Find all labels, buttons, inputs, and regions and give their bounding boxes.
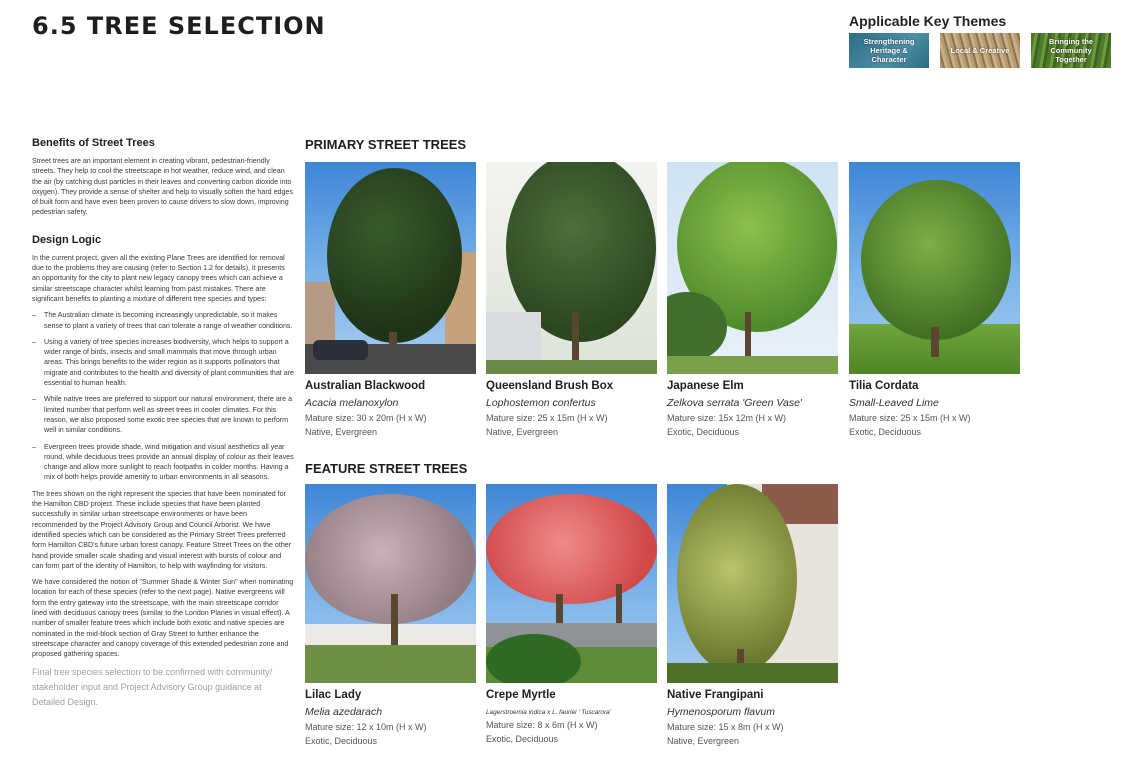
tree-card-lilac-lady [305,484,476,746]
tree-card-australian-blackwood [305,162,476,437]
lilac-lady-photo [305,484,476,683]
species-paragraph: The trees shown on the right represent the species that have been nominated for the Hamilton CBD project. These include species that have been planted successfully in similar urban streetscape environments or have been recommended by the Project Advisory Group and Council Arborist. We have identified species which can be considered as the Primary Street Trees preferred form Hamilton CBD's future urban forest canopy. Feature Street Trees on the other hand provide smaller scale shading and visual interest with bursts of colour and can form part of the identity of Hamilton, to help with wayfinding for visitors. [32,489,292,570]
primary-section-title: PRIMARY STREET TREES [305,137,467,152]
tree-type: Native, Evergreen [305,427,378,437]
tree-card-tilia-cordata [849,162,1020,437]
tree-mature-size: Mature size: 15 x 8m (H x W) [667,722,784,732]
page-title: 6.5 TREE SELECTION [32,12,326,40]
tree-card-crepe-myrtle [486,484,657,744]
tree-botanical-name: Acacia melanoxylon [305,397,399,409]
final-note: Final tree species selection to be confirmed with community/ stakeholder input and Project Advisory Group guidance at Detailed Design. [32,667,273,708]
tree-common-name: Japanese Elm [667,380,744,392]
theme-local-creative-badge: Local & Creative [940,33,1020,68]
tree-common-name: Tilia Cordata [849,380,919,392]
tree-botanical-name: Zelkova serrata 'Green Vase' [667,397,802,409]
tree-botanical-name: Hymenosporum flavum [667,706,775,718]
tree-common-name: Queensland Brush Box [486,380,614,392]
bullet-item: – The Australian climate is becoming increasingly unpredictable, so it makes sense to plant a variety of trees that can tolerate a range of weather conditions. [32,311,293,330]
tree-mature-size: Mature size: 25 x 15m (H x W) [849,413,971,423]
summer-shade-paragraph: We have considered the notion of "Summer Shade & Winter Sun" when nominating location for each of these species (refer to the next page). Native evergreens will form the entry gateway into the streetscape, with the main streetscape corridor lined with deciduous canopy trees (similar to the London Planes in visual effect). A number of smaller feature trees which include both exotic and native species are nominated in the mid-block section of Gray Street to further enhance the streetscape character and canopy coverage of this extended pedestrian zone and proposed gathering spaces. [32,578,294,659]
key-themes-title: Applicable Key Themes [849,13,1007,29]
tree-common-name: Australian Blackwood [305,380,426,392]
feature-section-title: FEATURE STREET TREES [305,461,468,476]
tree-type: Exotic, Deciduous [486,734,559,744]
key-themes-row [849,33,1119,68]
tree-type: Native, Evergreen [486,427,559,437]
queensland-brush-box-photo [486,162,657,374]
tree-type: Exotic, Deciduous [849,427,922,437]
tree-card-queensland-brush-box [486,162,657,437]
benefits-paragraph: Street trees are an important element in creating vibrant, pedestrian-friendly streets. They help to cool the streetscape in hot weather, reduce wind, and clean the air (by catching dust particles in their leaves and converting carbon dioxide into oxygen). They provide a sense of shelter and help to visually soften the hard edges of built form and have even been proven to cause drivers to slow down, improving pedestrian safety. [32,157,293,217]
tree-type: Exotic, Deciduous [667,427,740,437]
design-logic-intro: In the current project, given all the existing Plane Trees are identified for removal due to the problems they are causing (refer to Section 1.2 for details), it presents an opportunity for the city to plant new legacy canopy trees which can achieve a similar streetscape character whilst learning from past mistakes. There are significant benefits to planting a mixture of different tree species and types: [32,253,285,303]
tree-botanical-name: Melia azedarach [305,706,383,718]
tree-mature-size: Mature size: 8 x 6m (H x W) [486,720,598,730]
design-logic-bullets [32,310,294,482]
tree-mature-size: Mature size: 12 x 10m (H x W) [305,722,427,732]
tree-card-native-frangipani [667,484,838,746]
bullet-item: – Evergreen trees provide shade, wind mitigation and visual aesthetics all year round, while deciduous trees provide an annual display of colour as their leaves change and allow more sunlight to reach footpaths in colder months. Having a mix of both helps provide amenity to urban environments in all seasons. [32,442,294,482]
australian-blackwood-photo [305,162,476,374]
left-text-column [32,137,294,710]
bullet-item: – While native trees are preferred to support our natural environment, there are a limited number that perform well as street trees in cooler climates. For this reason, we also proposed some exotic tree species that are known to perform well in similar conditions. [32,395,293,435]
tree-mature-size: Mature size: 15x 12m (H x W) [667,413,787,423]
design-logic-heading: Design Logic [32,233,102,246]
japanese-elm-photo [667,162,838,374]
benefits-heading: Benefits of Street Trees [32,137,155,149]
crepe-myrtle-photo [486,484,657,683]
tree-type: Native, Evergreen [667,736,740,746]
tree-botanical-name: Lagerstroemia indica x L. fauriei ' Tuscarora' [486,709,611,716]
tree-card-japanese-elm [667,162,838,437]
tree-botanical-name: Small-Leaved Lime [849,397,939,409]
tree-type: Exotic, Deciduous [305,736,378,746]
tree-common-name: Native Frangipani [667,689,764,701]
bullet-item: – Using a variety of tree species increases biodiversity, which helps to support a wider range of birds, insects and small mammals that move through urban areas. This brings benefits to the wider region as it supports pollinators that migrate and contributes to the health and diversity of plant communities that are essential to human health. [32,337,294,388]
tree-common-name: Lilac Lady [305,689,362,701]
tree-mature-size: Mature size: 30 x 20m (H x W) [305,413,427,423]
theme-community-badge: Bringing the Community Together [1031,33,1111,68]
theme-heritage-badge: Strengthening Heritage & Character [849,33,929,68]
tilia-cordata-photo [849,162,1020,374]
tree-mature-size: Mature size: 25 x 15m (H x W) [486,413,608,423]
native-frangipani-photo [667,484,838,683]
tree-botanical-name: Lophostemon confertus [486,397,596,409]
tree-common-name: Crepe Myrtle [486,689,556,701]
key-themes [849,13,1119,68]
